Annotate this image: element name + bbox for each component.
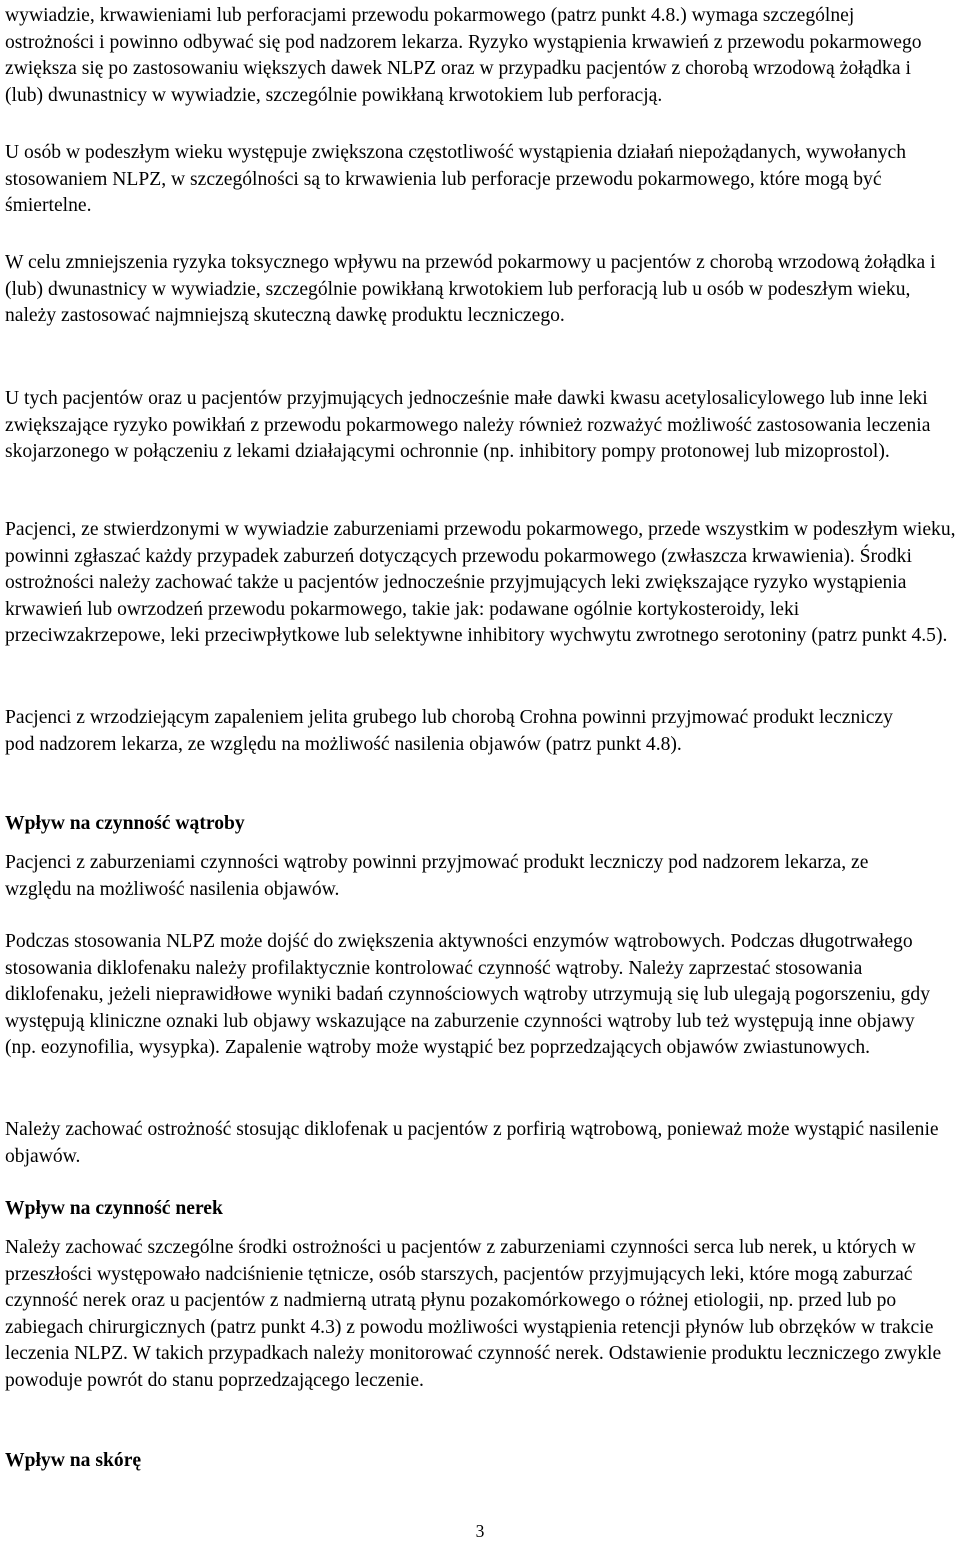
kidney-section-heading: Wpływ na czynność nerek [5,1198,223,1219]
paragraph-combination-therapy: U tych pacjentów oraz u pacjentów przyjmujących jednocześnie małe dawki kwasu acetylosalicylowego lub inne leki zwiększające ryzyko powikłań z przewodu pokarmowego należy również rozważyć możliwość zastosowania leczenia skojarzonego w połączeniu z lekami działającymi ochronnie (np. inhibitory pompy protonowej lub mizoprostol). [5,388,931,463]
paragraph-elderly-adverse-effects: U osób w podeszłym wieku występuje zwiększona częstotliwość wystąpienia działań niepożądanych, wywołanych stosowaniem NLPZ, w szczególności są to krwawienia lub perforacje przewodu pokarmowego, które mogą być śmiertelne. [5,142,907,217]
paragraph-porphyria: Należy zachować ostrożność stosując diklofenak u pacjentów z porfirią wątrobową, ponieważ może wystąpić nasilenie objawów. [5,1119,939,1167]
paragraph-kidney-precautions: Należy zachować szczególne środki ostrożności u pacjentów z zaburzeniami czynności serca lub nerek, u których w przeszłości występowało nadciśnienie tętnicze, osób starszych, pacjentów przyjmujących leki, które mogą zaburzać czynność nerek oraz u pacjentów z nadmierną utratą płynu pozakomórkowego o różnej etiologii, np. przed lub po zabiegach chirurgicznych (patrz punkt 4.3) z powodu możliwości wystąpienia retencji płynów lub obrzęków w trakcie leczenia NLPZ. W takich przypadkach należy monitorować czynność nerek. Odstawienie produktu leczniczego zwykle powoduje powrót do stanu poprzedzającego leczenie. [5,1237,942,1391]
paragraph-gi-bleeding-risk: wywiadzie, krwawieniami lub perforacjami przewodu pokarmowego (patrz punkt 4.8.) wymaga szczególnej ostrożności i powinno odbywać się pod nadzorem lekarza. Ryzyko wystąpienia krwawień z przewodu pokarmowego zwiększa się po zastosowaniu większych dawek NLPZ oraz w przypadku pacjentów z chorobą wrzodową żołądka i (lub) dwunastnicy w wywiadzie, szczególnie powikłaną krwotokiem lub perforacją. [5,5,922,106]
paragraph-liver-enzymes: Podczas stosowania NLPZ może dojść do zwiększenia aktywności enzymów wątrobowych. Podczas długotrwałego stosowania diklofenaku należy profilaktycznie kontrolować czynność wątroby. Należy zaprzestać stosowania diklofenaku, jeżeli nieprawidłowe wyniki badań czynnościowych wątroby utrzymują się lub ulegają pogorszeniu, gdy występują kliniczne oznaki lub objawy wskazujące na zaburzenie czynności wątroby lub też występują inne objawy (np. eozynofilia, wysypka). Zapalenie wątroby może wystąpić bez poprzedzających objawów zwiastunowych. [5,931,930,1059]
paragraph-liver-impairment: Pacjenci z zaburzeniami czynności wątroby powinni przyjmować produkt leczniczy pod nadzorem lekarza, ze względu na możliwość nasilenia objawów. [5,852,869,900]
paragraph-crohn-colitis: Pacjenci z wrzodziejącym zapaleniem jelita grubego lub chorobą Crohna powinni przyjmować produkt leczniczy pod nadzorem lekarza, ze względu na możliwość nasilenia objawów (patrz punkt 4.8). [5,707,893,755]
skin-section-heading: Wpływ na skórę [5,1450,142,1471]
page-number: 3 [475,1521,485,1541]
liver-section-heading: Wpływ na czynność wątroby [5,813,245,834]
paragraph-report-gi-symptoms: Pacjenci, ze stwierdzonymi w wywiadzie zaburzeniami przewodu pokarmowego, przede wszystkim w podeszłym wieku, powinni zgłaszać każdy przypadek zaburzeń dotyczących przewodu pokarmowego (zwłaszcza krwawienia). Środki ostrożności należy zachować także u pacjentów jednocześnie przyjmujących leki zwiększające ryzyko wystąpienia krwawień lub owrzodzeń przewodu pokarmowego, takie jak: podawane ogólnie kortykosteroidy, leki przeciwzakrzepowe, leki przeciwpłytkowe lub selektywne inhibitory wychwytu zwrotnego serotoniny (patrz punkt 4.5). [5,519,956,647]
paragraph-lowest-effective-dose: W celu zmniejszenia ryzyka toksycznego wpływu na przewód pokarmowy u pacjentów z chorobą wrzodową żołądka i (lub) dwunastnicy w wywiadzie, szczególnie powikłaną krwotokiem lub perforacją lub u osób w podeszłym wieku, należy zastosować najmniejszą skuteczną dawkę produktu leczniczego. [5,252,936,327]
